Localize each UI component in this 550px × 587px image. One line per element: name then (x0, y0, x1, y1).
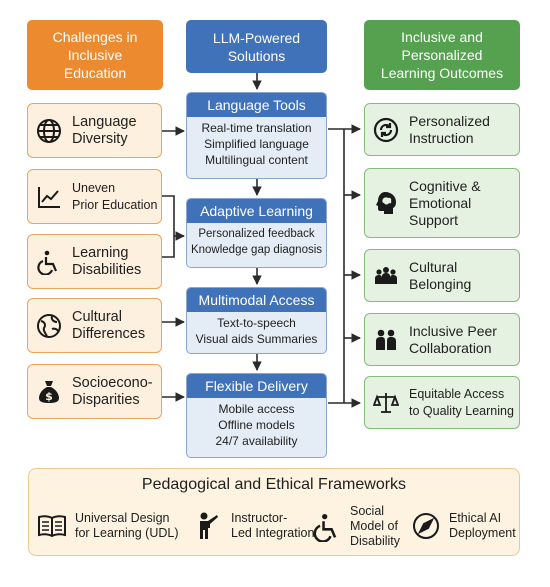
solution-flexible-delivery (186, 373, 327, 458)
svg-text:$: $ (45, 389, 53, 403)
outcome-label: Inclusive Peer Collaboration (409, 322, 497, 356)
solution-title: Adaptive Learning (187, 199, 326, 223)
challenge-cultural-differences (27, 298, 162, 353)
solution-line: Mobile access (218, 402, 295, 416)
globe-icon (36, 118, 62, 144)
outcome-label: Equitable Access to Quality Learning (409, 386, 514, 418)
framework-ethical-ai (411, 505, 519, 547)
framework-label: Social Model of Disability (350, 504, 401, 548)
outcomes-header: Inclusive and Personalized Learning Outcomes (364, 20, 520, 90)
framework-label: Universal Design for Learning (UDL) (75, 511, 179, 540)
solution-line: Knowledge gap diagnosis (190, 244, 323, 256)
challenge-socioeconomic-disparities (27, 364, 162, 419)
line-chart-icon (36, 184, 62, 210)
refresh-circle-icon (373, 117, 399, 143)
outcome-cultural-belonging (364, 249, 520, 302)
challenges-header: Challenges in Inclusive Education (27, 20, 163, 90)
challenge-label: Language Diversity (72, 113, 137, 147)
compass-icon (411, 511, 441, 541)
solution-line: Real-time translation (201, 121, 312, 135)
solution-title: Flexible Delivery (187, 374, 326, 398)
solution-line: 24/7 availability (215, 434, 298, 448)
wheelchair-icon (36, 249, 62, 275)
challenge-label: Socioecono- Disparities (72, 374, 153, 408)
scales-icon (373, 390, 399, 416)
outcome-equitable-access (364, 376, 520, 429)
outcome-label: Personalized Instruction (409, 112, 490, 146)
challenge-language-diversity (27, 103, 162, 158)
solution-line: Visual aids Summaries (195, 332, 318, 346)
solution-line: Personalized feedback (198, 228, 315, 240)
people-group-icon (373, 263, 399, 289)
challenge-label: Learning Disabilities (72, 244, 142, 278)
solution-adaptive-learning (186, 198, 327, 268)
solution-title: Language Tools (187, 93, 326, 117)
solution-language-tools (186, 92, 327, 179)
outcome-label: Cultural Belonging (409, 258, 472, 292)
framework-social-model (312, 499, 412, 554)
solution-line: Simplified language (204, 137, 309, 151)
instructor-icon (193, 511, 223, 541)
solution-title: Multimodal Access (187, 288, 326, 312)
solutions-header: LLM-Powered Solutions (186, 20, 327, 73)
solution-multimodal-access (186, 287, 327, 354)
challenge-learning-disabilities (27, 234, 162, 289)
world-icon (36, 313, 62, 339)
head-brain-icon (373, 190, 399, 216)
challenge-label: Uneven Prior Education (72, 180, 158, 212)
challenge-label: Cultural Differences (72, 308, 146, 342)
frameworks-panel (28, 468, 520, 556)
framework-label: Ethical AI Deployment (449, 511, 516, 540)
solution-line: Multilingual content (205, 153, 308, 167)
solution-line: Text-to-speech (217, 316, 296, 330)
outcome-label: Cognitive & Emotional Support (409, 177, 481, 228)
challenge-uneven-prior-education (27, 169, 162, 224)
framework-instructor-led (193, 505, 318, 547)
outcome-inclusive-peer-collaboration (364, 313, 520, 366)
solution-line: Offline models (218, 418, 295, 432)
open-book-icon (37, 511, 67, 541)
wheelchair-icon (312, 512, 342, 542)
framework-udl (37, 505, 197, 547)
money-bag-icon (36, 379, 62, 405)
outcome-cognitive-emotional-support (364, 168, 520, 238)
framework-label: Instructor- Led Integration (231, 511, 315, 540)
two-people-icon (373, 327, 399, 353)
bracket-uneven-disabilities (162, 196, 174, 257)
outcome-personalized-instruction (364, 103, 520, 156)
frameworks-title: Pedagogical and Ethical Frameworks (141, 476, 407, 493)
